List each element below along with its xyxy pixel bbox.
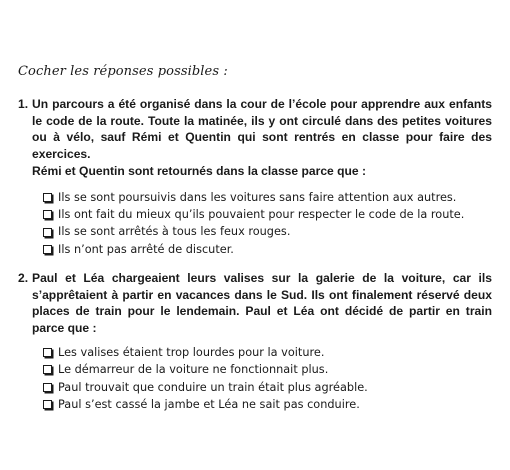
question-1-number: 1. — [18, 97, 29, 111]
question-1-subtext: Rémi et Quentin sont retournés dans la classe parce que : — [32, 163, 367, 178]
question-2-options — [18, 344, 492, 414]
option-label: Ils se sont arrêtés à tous les feux rouges. — [58, 225, 291, 239]
question-2-prompt — [18, 270, 492, 337]
question-1-options — [18, 189, 492, 259]
option-label: Ils se sont poursuivis dans les voitures sans faire attention aux autres. — [58, 190, 457, 204]
question-2 — [18, 270, 492, 413]
option-label: Ils n’ont pas arrêté de discuter. — [58, 242, 234, 256]
option-label: Les valises étaient trop lourdes pour la voiture. — [58, 345, 325, 359]
checkbox-icon[interactable] — [43, 245, 52, 254]
checkbox-icon[interactable] — [43, 400, 52, 409]
checkbox-icon[interactable] — [43, 348, 52, 357]
question-2-option-4[interactable] — [42, 396, 492, 413]
question-2-option-3[interactable] — [42, 379, 492, 396]
checkbox-icon[interactable] — [43, 193, 52, 202]
option-label: Le démarreur de la voiture ne fonctionnait plus. — [58, 363, 329, 377]
question-1-prompt — [18, 96, 492, 163]
instruction-text: Cocher les réponses possibles : — [18, 64, 228, 79]
option-label: Paul trouvait que conduire un train était plus agréable. — [58, 380, 368, 394]
checkbox-icon[interactable] — [43, 228, 52, 237]
question-2-text: Paul et Léa chargeaient leurs valises sur la galerie de la voiture, car ils s’apprêtaient à partir en vacances dans le Sud. Ils ont finalement réservé deux places de train pour le lendemain. Paul et Léa ont décidé de partir en train parce que : — [32, 271, 492, 336]
question-1-option-3[interactable] — [42, 223, 492, 240]
question-2-option-1[interactable] — [42, 344, 492, 361]
checkbox-icon[interactable] — [43, 210, 52, 219]
option-label: Paul s’est cassé la jambe et Léa ne sait pas conduire. — [58, 398, 360, 412]
checkbox-icon[interactable] — [43, 383, 52, 392]
question-1-text: Un parcours a été organisé dans la cour de l’école pour apprendre aux enfants le code de la route. Toute la matinée, ils y ont circulé dans des petites voitures ou à vélo, sauf Rémi et Quentin qui sont rentrés en classe pour faire des exercices. — [32, 97, 492, 162]
checkbox-icon[interactable] — [43, 365, 52, 374]
question-1-option-1[interactable] — [42, 189, 492, 206]
question-1-option-2[interactable] — [42, 206, 492, 223]
question-1-option-4[interactable] — [42, 241, 492, 258]
question-2-option-2[interactable] — [42, 361, 492, 378]
question-1 — [18, 96, 492, 258]
question-2-number: 2. — [18, 271, 29, 285]
option-label: Ils ont fait du mieux qu’ils pouvaient pour respecter le code de la route. — [58, 207, 465, 221]
